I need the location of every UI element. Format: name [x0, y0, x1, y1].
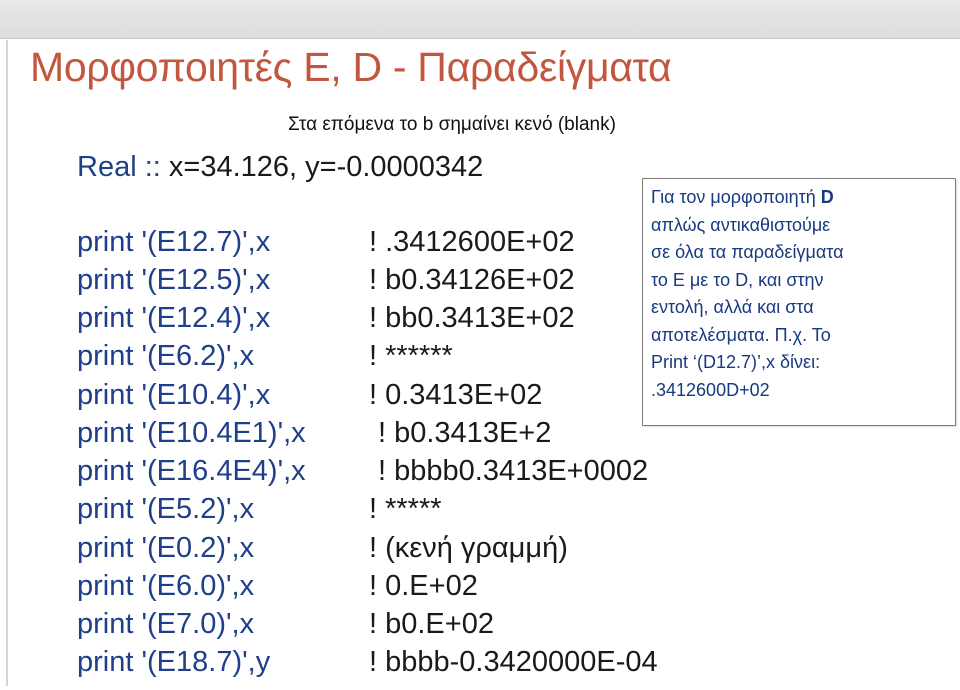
print-statement: print '(E10.4E1)',x — [77, 417, 306, 449]
slide-subtitle: Στα επόμενα το b σημαίνει κενό (blank) — [288, 114, 616, 135]
real-keyword: Real :: — [77, 151, 161, 183]
note-line — [651, 187, 834, 208]
slide-title: Μορφοποιητές E, D - Παραδείγματα — [30, 44, 672, 90]
print-output: ! ***** — [369, 493, 442, 525]
print-output: ! 0.E+02 — [369, 570, 478, 602]
top-bar — [0, 0, 960, 39]
print-statement: print '(E6.0)',x — [77, 570, 255, 602]
d-format-note-box — [642, 178, 956, 426]
print-statement: print '(E12.7)',x — [77, 226, 271, 258]
note-line: .3412600D+02 — [651, 380, 770, 400]
print-output: ! ****** — [369, 340, 453, 372]
print-output: ! b0.E+02 — [369, 608, 494, 640]
print-output: ! (κενή γραμμή) — [369, 532, 568, 564]
print-output: ! .3412600E+02 — [369, 226, 575, 258]
print-output: ! b0.3413E+2 — [378, 417, 552, 449]
print-statement: print '(E16.4E4)',x — [77, 455, 306, 487]
print-statement: print '(E12.4)',x — [77, 302, 271, 334]
note-line-prefix: Για τον μορφοποιητή — [651, 187, 821, 207]
print-statement: print '(E5.2)',x — [77, 493, 255, 525]
note-line: εντολή, αλλά και στα — [651, 297, 814, 317]
note-line: σε όλα τα παραδείγματα — [651, 242, 844, 262]
print-output: ! 0.3413E+02 — [369, 379, 543, 411]
print-statement: print '(E0.2)',x — [77, 532, 255, 564]
print-statement: print '(E6.2)',x — [77, 340, 255, 372]
note-line: Print ‘(D12.7)’,x δίνει: — [651, 352, 821, 372]
print-output: ! bbbb-0.3420000E-04 — [369, 646, 658, 678]
real-values: x=34.126, y=-0.0000342 — [160, 151, 484, 183]
print-output: ! bbbb0.3413E+0002 — [378, 455, 649, 487]
note-line: απλώς αντικαθιστούμε — [651, 215, 831, 235]
print-statement: print '(E7.0)',x — [77, 608, 255, 640]
left-rule — [6, 40, 8, 686]
note-line: το E με το D, και στην — [651, 270, 824, 290]
note-line: αποτελέσματα. Π.χ. Το — [651, 325, 831, 345]
real-declaration — [77, 151, 483, 184]
print-output: ! bb0.3413E+02 — [369, 302, 575, 334]
print-statement: print '(E12.5)',x — [77, 264, 271, 296]
print-statement: print '(E10.4)',x — [77, 379, 271, 411]
print-output: ! b0.34126E+02 — [369, 264, 575, 296]
print-statement: print '(E18.7)',y — [77, 646, 271, 678]
note-line-bold: D — [820, 187, 834, 207]
